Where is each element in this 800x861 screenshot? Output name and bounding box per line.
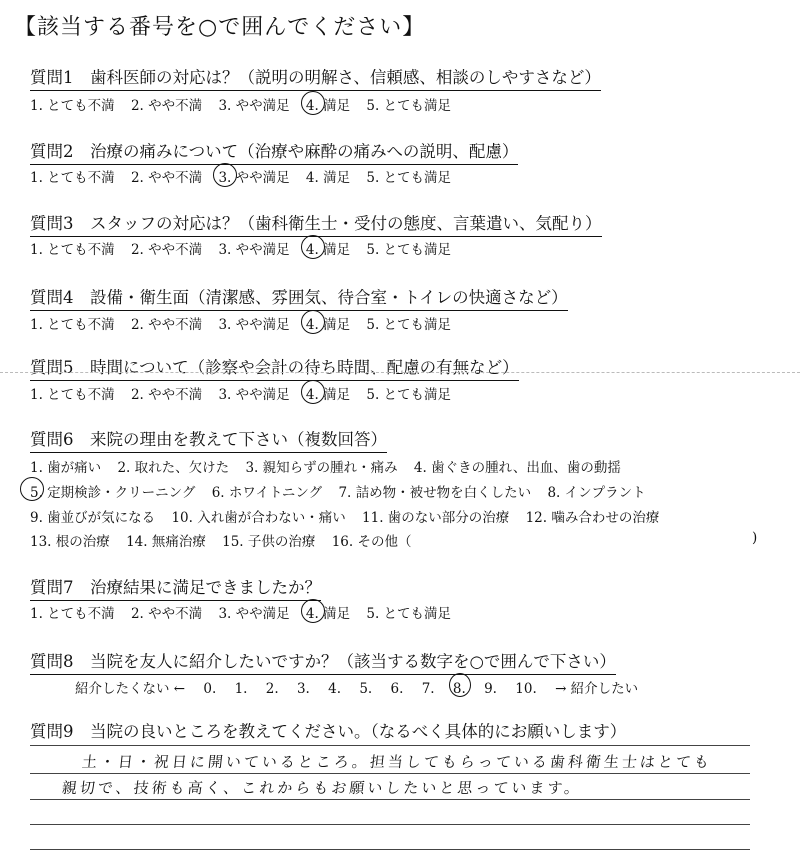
answer-line-1 (30, 745, 750, 746)
q6-option-16[interactable]: 16. その他（ (331, 534, 412, 550)
answer-line-2 (30, 773, 750, 774)
question-6-row-2 (30, 481, 658, 501)
q6-option-11[interactable]: 11. 歯のない部分の治療 (362, 510, 510, 526)
q6-option-4[interactable]: 4. 歯ぐきの腫れ、出血、歯の動揺 (413, 460, 621, 476)
q6-option-10[interactable]: 10. 入れ歯が合わない・痛い (171, 510, 346, 526)
scale-left-label: 紹介したくない ← (75, 681, 186, 697)
scale-9[interactable]: 9. (484, 681, 497, 697)
q7-option-3[interactable]: 3. やや満足 (218, 606, 290, 622)
q6-option-8[interactable]: 8. インプラント (547, 485, 646, 501)
question-9-label: 質問9 当院の良いところを教えてください。（なるべく具体的にお願いします） (30, 722, 627, 741)
scale-6[interactable]: 6. (390, 681, 404, 697)
question-2-options (30, 166, 463, 186)
q5-option-1[interactable]: 1. とても不満 (30, 387, 115, 403)
q2-option-4[interactable]: 4. 満足 (305, 170, 351, 186)
scale-4[interactable]: 4. (328, 681, 342, 697)
q2-option-2[interactable]: 2. やや不満 (130, 170, 203, 186)
answer-line-3 (30, 799, 750, 800)
question-8-label: 質問8 当院を友人に紹介したいですか？（該当する数字を○で囲んで下さい） (30, 648, 616, 675)
q1-option-4-selected[interactable]: 4. 満足 (306, 94, 350, 114)
q7-option-4-selected[interactable]: 4. 満足 (306, 602, 350, 622)
question-1-options (30, 94, 463, 114)
q6-option-3[interactable]: 3. 親知らずの腫れ・痛み (245, 460, 398, 476)
question-3-options (30, 238, 463, 258)
scale-0[interactable]: 0. (203, 681, 217, 697)
q5-option-4-selected[interactable]: 4. 満足 (306, 383, 350, 403)
q1-option-3[interactable]: 3. やや満足 (218, 98, 290, 114)
q1-option-2[interactable]: 2. やや不満 (130, 98, 203, 114)
scan-artifact-line (0, 372, 800, 373)
q1-option-1[interactable]: 1. とても不満 (30, 98, 115, 114)
q2-option-5[interactable]: 5. とても満足 (366, 170, 452, 186)
q4-option-1[interactable]: 1. とても不満 (30, 317, 115, 333)
q4-option-2[interactable]: 2. やや不満 (130, 317, 203, 333)
q6-option-5-selected[interactable]: 5. 定期検診・クリーニング (30, 485, 196, 501)
q5-option-3[interactable]: 3. やや満足 (218, 387, 290, 403)
scale-7-selected[interactable]: 7. (421, 681, 435, 697)
handwritten-answer-line-2: 親切で、技術も高く、これからもお願いしたいと思っています。 (61, 779, 584, 797)
scale-2[interactable]: 2. (265, 681, 279, 697)
scale-right-label: → 紹介したい (555, 681, 639, 697)
question-6-row-1 (30, 456, 633, 476)
q7-option-2[interactable]: 2. やや不満 (130, 606, 203, 622)
q5-option-2[interactable]: 2. やや不満 (130, 387, 203, 403)
q6-other-close-paren: ) (752, 530, 758, 546)
question-7-options (30, 602, 463, 622)
question-1-label: 質問1 歯科医師の対応は？（説明の明解さ、信頼感、相談のしやすさなど） (30, 64, 601, 91)
q6-option-7[interactable]: 7. 詰め物・被せ物を白くしたい (338, 485, 532, 501)
q5-option-5[interactable]: 5. とても満足 (366, 387, 452, 403)
q4-option-4-selected[interactable]: 4. 満足 (306, 313, 350, 333)
question-6-row-3 (30, 506, 671, 526)
question-4-options (30, 313, 463, 333)
scale-8[interactable]: 8. (452, 681, 466, 697)
q3-option-3[interactable]: 3. やや満足 (218, 242, 290, 258)
answer-line-4 (30, 824, 750, 825)
scale-7-circle (449, 673, 471, 697)
q6-option-15[interactable]: 15. 子供の治療 (222, 534, 316, 550)
question-4-label: 質問4 設備・衛生面（清潔感、雰囲気、待合室・トイレの快適さなど） (30, 284, 568, 311)
question-8-scale (75, 677, 652, 697)
scale-3[interactable]: 3. (296, 681, 310, 697)
question-6-row-4 (30, 530, 423, 550)
q3-option-4-selected[interactable]: 4. 満足 (306, 238, 350, 258)
q1-option-5[interactable]: 5. とても満足 (366, 98, 452, 114)
q6-option-6[interactable]: 6. ホワイトニング (211, 485, 323, 501)
q6-option-13[interactable]: 13. 根の治療 (30, 534, 110, 550)
q3-option-5[interactable]: 5. とても満足 (366, 242, 452, 258)
q3-option-2[interactable]: 2. やや不満 (130, 242, 203, 258)
form-title: 【該当する番号を○で囲んでください】 (14, 15, 426, 40)
q7-option-5[interactable]: 5. とても満足 (366, 606, 452, 622)
q4-option-5[interactable]: 5. とても満足 (366, 317, 452, 333)
scale-10[interactable]: 10. (515, 681, 537, 697)
q6-option-1[interactable]: 1. 歯が痛い (30, 460, 102, 476)
q4-option-3[interactable]: 3. やや満足 (218, 317, 290, 333)
q6-option-2[interactable]: 2. 取れた、欠けた (117, 460, 230, 476)
scale-5[interactable]: 5. (359, 681, 373, 697)
question-3-label: 質問3 スタッフの対応は？（歯科衛生士・受付の態度、言葉遣い、気配り） (30, 210, 602, 237)
question-2-label: 質問2 治療の痛みについて（治療や麻酔の痛みへの説明、配慮） (30, 138, 518, 165)
q6-option-9[interactable]: 9. 歯並びが気になる (30, 510, 156, 526)
q2-option-3-selected[interactable]: 3. やや満足 (218, 166, 289, 186)
question-5-label: 質問5 時間について（診察や会計の待ち時間、配慮の有無など） (30, 354, 519, 381)
question-6-label: 質問6 来院の理由を教えて下さい（複数回答） (30, 426, 387, 453)
q3-option-1[interactable]: 1. とても不満 (30, 242, 115, 258)
q6-option-12[interactable]: 12. 噛み合わせの治療 (525, 510, 660, 526)
scale-1[interactable]: 1. (234, 681, 248, 697)
question-5-options (30, 383, 463, 403)
question-7-label: 質問7 治療結果に満足できましたか？ (30, 574, 321, 601)
handwritten-answer-line-1: 土・日・祝日に開いているところ。担当してもらっている歯科衛生士はとても (81, 753, 713, 771)
q2-option-1[interactable]: 1. とても不満 (30, 170, 115, 186)
q6-option-14[interactable]: 14. 無痛治療 (126, 534, 206, 550)
q7-option-1[interactable]: 1. とても不満 (30, 606, 115, 622)
answer-line-5 (30, 849, 750, 850)
